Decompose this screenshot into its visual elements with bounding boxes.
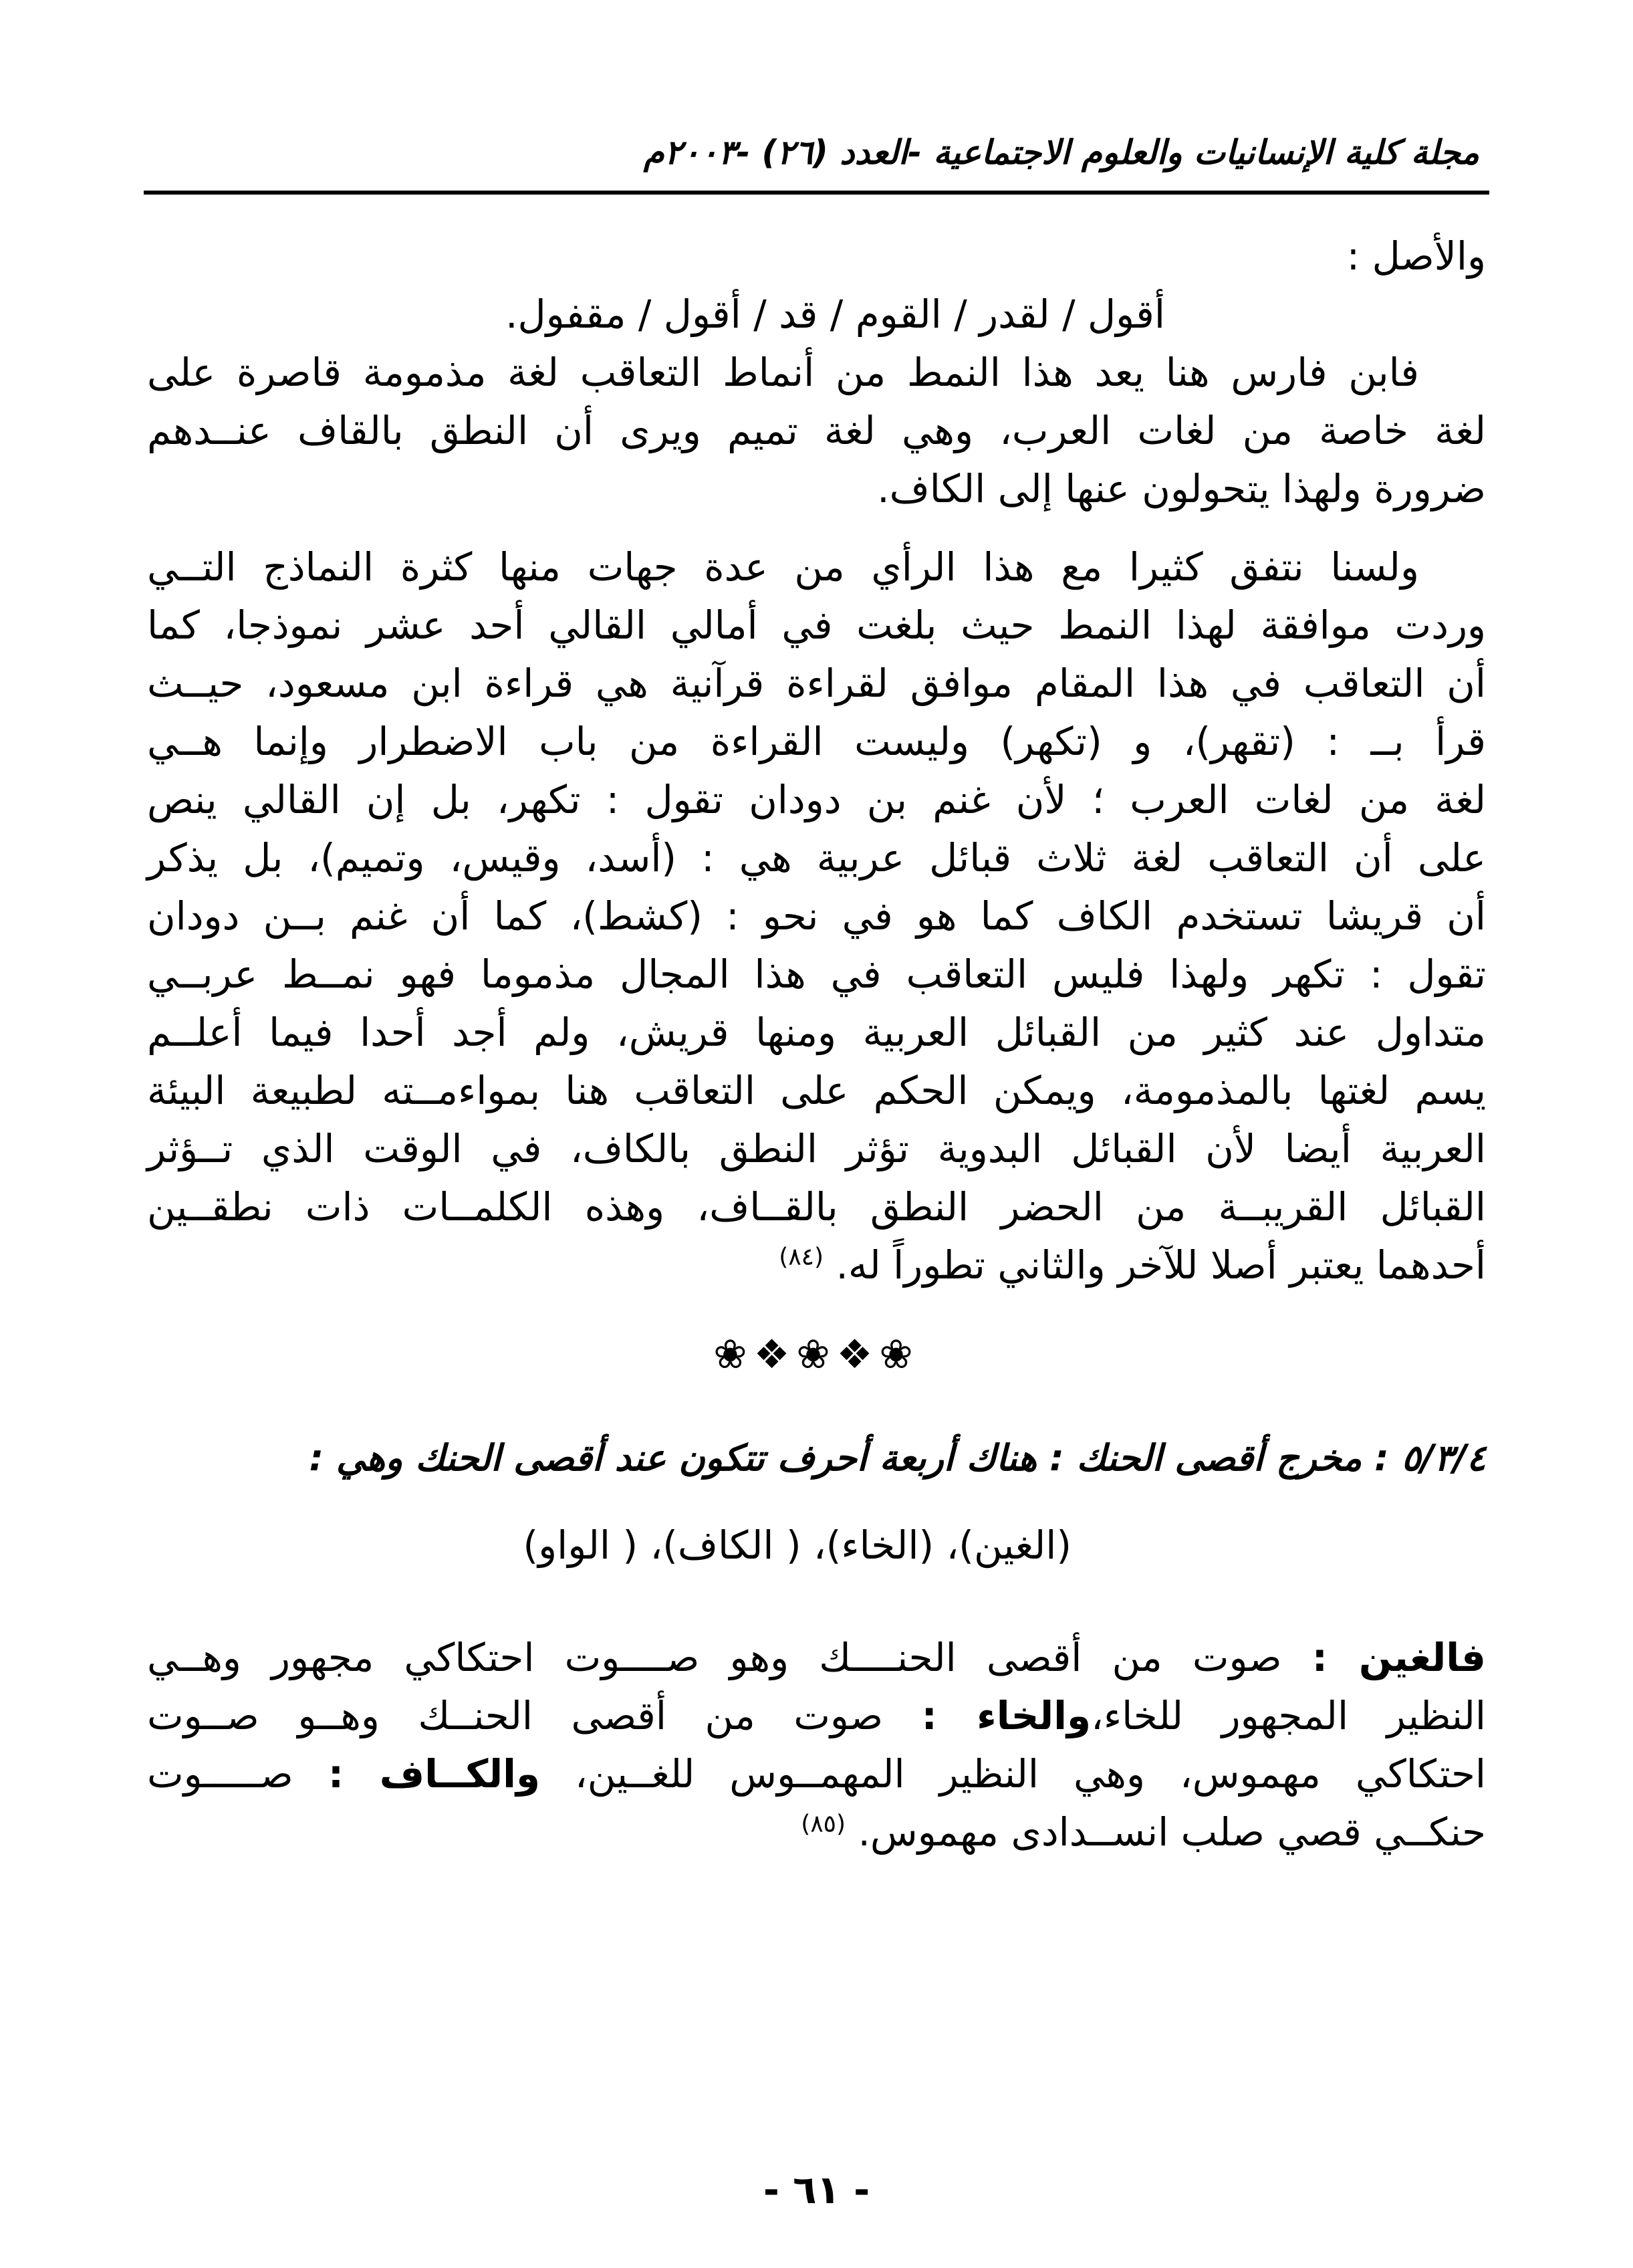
paragraph-line: تقول : تكهر ولهذا فليس التعاقب في هذا المجال مذموما فهو نمــط عربــي [147, 951, 1486, 997]
paragraph-line: وردت موافقة لهذا النمط حيث بلغت في أمالي القالي أحد عشر نموذجا، كما [147, 602, 1486, 648]
paragraph-line: قرأ بــ : (تقهر)، و (تكهر) وليست القراءة من باب الاضطرار وإنما هــي [147, 719, 1486, 764]
paragraph-velar-sounds [147, 1629, 1486, 1861]
ghain-description-continued: النظير المجهور للخاء، [1091, 1693, 1486, 1738]
paragraph-line [147, 1629, 1486, 1687]
term-kaaf-description: صـــــوت [147, 1751, 328, 1797]
paragraph-last-line [147, 1236, 1486, 1294]
paragraph-last-line [147, 1803, 1486, 1861]
term-ghain-description: صوت من أقصى الحنــــك وهو صــــوت احتكاكي مجهور وهــي [147, 1635, 1312, 1680]
paragraph-line: فابن فارس هنا يعد هذا النمط من أنماط التعاقب لغة مذمومة قاصرة على [147, 350, 1419, 395]
paragraph-line: ضرورة ولهذا يتحولون عنها إلى الكاف. [877, 466, 1486, 512]
paragraph-line: العربية أيضا لأن القبائل البدوية تؤثر النطق بالكاف، في الوقت الذي تــؤثر [147, 1126, 1486, 1171]
velar-letters-list: (الغين)، (الخاء)، ( الكاف)، ( الواو) [523, 1522, 1072, 1568]
paragraph-ibn-faris [147, 344, 1486, 518]
footnote-ref-85: (٨٥) [801, 1810, 846, 1838]
footnote-ref-84: (٨٤) [779, 1243, 824, 1271]
paragraph-line: لغة من لغات العرب ؛ لأن غنم بن دودان تقول : تكهر، بل إن القالي ينص [147, 777, 1486, 822]
page-number: - ٦١ - [763, 2167, 870, 2213]
origin-words: أقول / لقدر / القوم / قد / أقول / مقفول. [505, 292, 1165, 337]
paragraph-line [147, 1745, 1486, 1803]
paragraph-line [147, 1687, 1486, 1745]
paragraph-disagreement [147, 538, 1486, 1294]
paragraph-line: القبائل القريبــة من الحضر النطق بالقــاف، وهذه الكلمــات ذات نطقــين [147, 1184, 1486, 1230]
paragraph-line: على أن التعاقب لغة ثلاث قبائل عربية هي : (أسد، وقيس، وتميم)، بل يذكر [147, 835, 1486, 881]
term-ghain: فالغين : [1311, 1635, 1486, 1680]
paragraph-line: أن التعاقب في هذا المقام موافق لقراءة قرآنية هي قراءة ابن مسعود، حيــث [147, 661, 1486, 706]
section-heading: ٥/٣/٤ : مخرج أقصى الحنك : هناك أربعة أحرف تتكون عند أقصى الحنك وهي : [309, 1437, 1486, 1479]
term-khaa-description: صوت من أقصى الحنــك وهــو صــوت [147, 1693, 922, 1738]
term-kaaf: والكــاف : [328, 1751, 541, 1797]
paragraph-final-text: أحدهما يعتبر أصلا للآخر والثاني تطوراً له. [836, 1242, 1486, 1288]
paragraph-line: متداول عند كثير من القبائل العربية ومنها قريش، ولم أجد أحدا فيما أعلــم [147, 1010, 1486, 1055]
journal-header-title: مجلة كلية الإنسانيات والعلوم الاجتماعية -العدد (٢٦) -٢٠٠٣م [643, 133, 1479, 172]
paragraph-line: ولسنا نتفق كثيرا مع هذا الرأي من عدة جهات منها كثرة النماذج التــي [147, 544, 1419, 590]
term-khaa: والخاء : [921, 1693, 1092, 1738]
kaaf-description-continued: حنكــي قصي صلب انســدادى مهموس. [858, 1809, 1486, 1855]
origin-label: والأصل : [1346, 233, 1486, 279]
paragraph-line: أن قريشا تستخدم الكاف كما هو في نحو : (كشط)، كما أن غنم بــن دودان [147, 893, 1486, 939]
paragraph-line: يسم لغتها بالمذمومة، ويمكن الحكم على التعاقب هنا بمواءمــته لطبيعة البيئة [147, 1068, 1486, 1113]
page-body [147, 227, 1486, 1861]
section-divider-ornament: ❀❖❀❖❀ [713, 1331, 920, 1378]
header-divider [144, 191, 1489, 195]
paragraph-line: لغة خاصة من لغات العرب، وهي لغة تميم ويرى أن النطق بالقاف عنــدهم [147, 408, 1486, 453]
khaa-description-continued: احتكاكي مهموس، وهي النظير المهمــوس للغــين، [540, 1751, 1486, 1797]
